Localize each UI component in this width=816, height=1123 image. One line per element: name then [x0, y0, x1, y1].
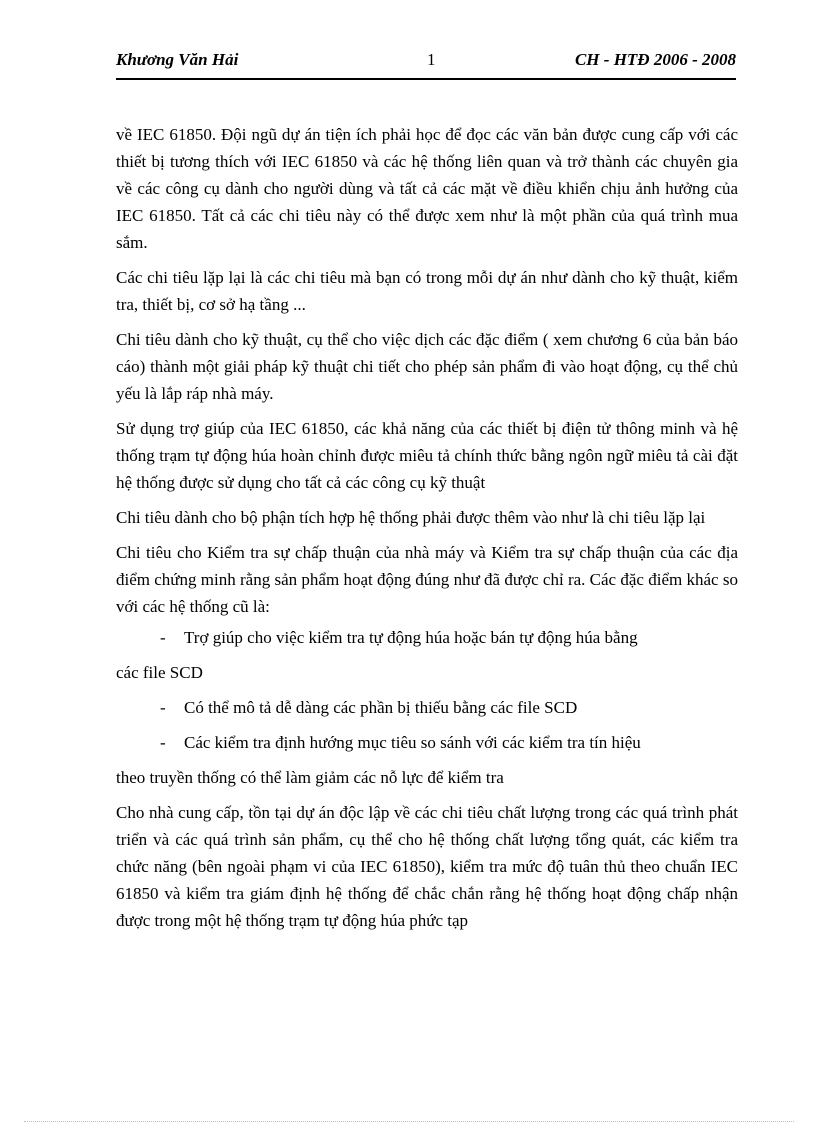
page-header: [116, 44, 736, 80]
bullet-dash: -: [160, 628, 166, 647]
paragraph-engineering-costs: Chi tiêu dành cho kỹ thuật, cụ thể cho việc dịch các đặc điểm ( xem chương 6 của bản báo cáo) thành một giải pháp kỹ thuật chi tiết cho phép sản phẩm đi vào hoạt động, cụ thể chủ yếu là lắp ráp nhà máy.: [116, 330, 738, 403]
header-course: CH - HTĐ 2006 - 2008: [574, 50, 736, 69]
bullet-item: [116, 694, 738, 721]
header-page-number: 1: [427, 50, 436, 69]
bullet-continuation: các file SCD: [116, 663, 203, 682]
paragraph-integration-costs: Chi tiêu dành cho bộ phận tích hợp hệ thống phải được thêm vào như là chi tiêu lặp lại: [116, 508, 706, 527]
bullet-continuation: theo truyền thống có thể làm giảm các nỗ lực để kiểm tra: [116, 768, 504, 787]
paragraph-acceptance-tests: Chi tiêu cho Kiểm tra sự chấp thuận của nhà máy và Kiểm tra sự chấp thuận của các địa điểm chứng minh rằng sản phẩm hoạt động đúng như đã được chỉ ra. Các đặc điểm khác so với các hệ thống cũ là:: [116, 543, 738, 616]
bullet-dash: -: [160, 698, 166, 717]
paragraph-iec-team: về IEC 61850. Đội ngũ dự án tiện ích phải học để đọc các văn bản được cung cấp với các thiết bị tương thích với IEC 61850 và các hệ thống liên quan và trở thành các chuyên gia về các công cụ dành cho người dùng và tất cả các mặt về điều khiển chịu ảnh hưởng của IEC 61850. Tất cả các chi tiêu này có thể được xem như là một phần của quá trình mua sắm.: [116, 125, 738, 252]
paragraph-vendor-quality: Cho nhà cung cấp, tồn tại dự án độc lập về các chi tiêu chất lượng trong các quá trình phát triển và các quá trình sản phẩm, cụ thể cho hệ thống chất lượng tổng quát, các kiểm tra chức năng (bên ngoài phạm vi của IEC 61850), kiểm tra mức độ tuân thủ theo chuẩn IEC 61850 và kiểm tra giám định hệ thống để chắc chắn rằng hệ thống hoạt động chấp nhận được trong một hệ thống trạm tự động húa phức tạp: [116, 803, 738, 930]
bullet-item: [116, 729, 738, 756]
paragraph-iec-support: Sử dụng trợ giúp của IEC 61850, các khả năng của các thiết bị điện tử thông minh và hệ thống trạm tự động húa hoàn chỉnh được miêu tả chính thức bằng ngôn ngữ miêu tả cài đặt hệ thống được sử dụng cho tất cả các công cụ kỹ thuật: [116, 419, 738, 492]
header-author: Khương Văn Hải: [116, 50, 239, 69]
bullet-text: Các kiểm tra định hướng mục tiêu so sánh với các kiểm tra tín hiệu: [184, 733, 641, 752]
bullet-text: Có thể mô tả dễ dàng các phần bị thiếu bằng các file SCD: [184, 698, 578, 717]
document-body: [116, 121, 738, 942]
bullet-text: Trợ giúp cho việc kiểm tra tự động húa hoặc bán tự động húa bằng: [184, 628, 638, 647]
bullet-item: [116, 624, 738, 651]
page-bottom-border: [24, 1121, 794, 1122]
bullet-dash: -: [160, 733, 166, 752]
paragraph-repeated-costs: Các chi tiêu lặp lại là các chi tiêu mà bạn có trong mỗi dự án như dành cho kỹ thuật, kiểm tra, thiết bị, cơ sở hạ tầng ...: [116, 268, 738, 314]
